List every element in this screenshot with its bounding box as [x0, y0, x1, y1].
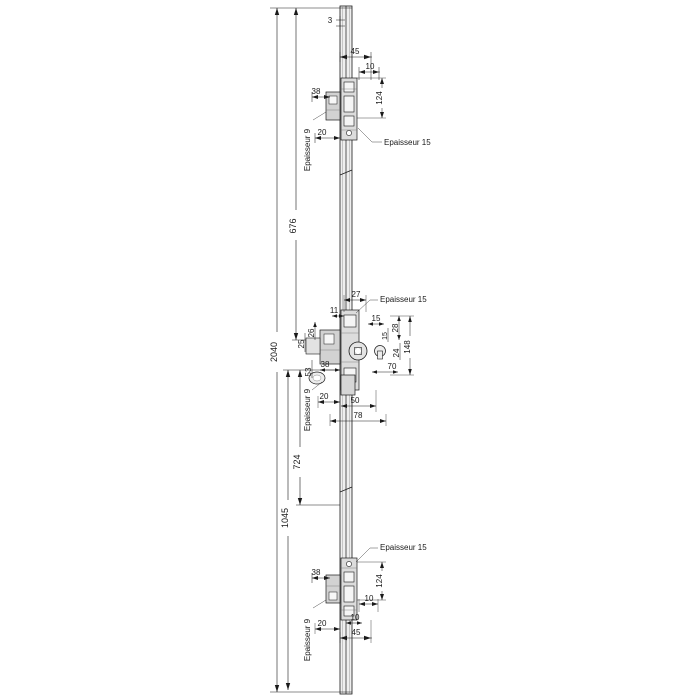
dim-label-724: 724: [292, 454, 302, 470]
center-left-bracket-hole: [324, 334, 334, 344]
dim-label-20-top: 20: [317, 128, 327, 137]
top-label-epaisseur-15: [358, 128, 431, 147]
dim-label-676: 676: [288, 218, 298, 234]
bottom-dim-20: [315, 619, 340, 634]
center-dim-26: [307, 322, 317, 340]
bottom-keeper-slot-2: [344, 586, 354, 602]
bottom-keeper-screw: [346, 561, 351, 566]
lock-slot-top: [344, 315, 356, 327]
center-assembly: [297, 290, 427, 431]
dim-label-38-top: 38: [311, 87, 321, 96]
bottom-label-epaisseur-9: [303, 600, 326, 661]
top-keeper-slot-3: [344, 116, 354, 126]
overall-dimension-724: [292, 370, 340, 505]
bottom-label-epaisseur-15: [356, 543, 427, 562]
dim-label-28: 28: [391, 323, 400, 333]
top-keeper-slot-1: [344, 82, 354, 92]
dim-label-45-bottom: 45: [351, 628, 361, 637]
dim-label-2040: 2040: [269, 341, 279, 363]
dim-label-38-center: 38: [320, 360, 330, 369]
label-epaisseur-15-top: Epaisseur 15: [384, 138, 431, 147]
label-epaisseur-15-center: Epaisseur 15: [380, 295, 427, 304]
keyway: [378, 351, 383, 359]
dim-label-27: 27: [351, 290, 361, 299]
center-left-tab: [306, 338, 320, 354]
top-left-bracket-hole: [329, 96, 337, 104]
top-dim-20: [315, 128, 340, 143]
center-dim-78: [330, 411, 386, 426]
dim-label-50: 50: [350, 396, 360, 405]
top-keeper-screw: [346, 130, 351, 135]
label-epaisseur-9-top: Epaisseur 9: [303, 128, 312, 172]
dim-label-20-center: 20: [319, 392, 329, 401]
dim-label-10b-bottom: 10: [350, 613, 360, 622]
label-epaisseur-15-bottom: Epaisseur 15: [380, 543, 427, 552]
overall-dimension-676: [288, 8, 340, 340]
center-dim-25: [297, 333, 306, 352]
center-dim-53: [304, 360, 313, 378]
dim-label-11: 11: [329, 306, 339, 315]
dim-label-53: 53: [304, 367, 313, 377]
dim-label-15-center: 15: [371, 314, 381, 323]
bottom-assembly: [303, 543, 427, 661]
label-epaisseur-9-center: Epaisseur 9: [303, 388, 312, 432]
dim-label-15b: 15: [382, 332, 389, 340]
center-label-epaisseur-15: [356, 295, 427, 313]
top-label-epaisseur-9: [303, 112, 326, 171]
dim-label-45-top: 45: [350, 47, 360, 56]
center-dim-15: [368, 314, 384, 326]
center-dim-24: [392, 343, 401, 360]
dim-label-148: 148: [403, 340, 412, 354]
dim-label-10-bottom: 10: [364, 594, 374, 603]
dim-label-38-bottom: 38: [311, 568, 321, 577]
dim-label-26: 26: [307, 328, 316, 338]
center-label-epaisseur-9: [303, 382, 322, 431]
top-assembly: [303, 16, 431, 171]
bottom-left-bracket-hole: [329, 592, 337, 600]
dim-label-124-top: 124: [375, 91, 384, 105]
dim-label-20-bottom: 20: [317, 619, 327, 628]
center-dim-70: [372, 362, 398, 374]
top-keeper-slot-2: [344, 96, 354, 112]
dim-label-25: 25: [297, 339, 306, 349]
bottom-dim-10: [359, 594, 378, 612]
dim-label-10-top: 10: [365, 62, 375, 71]
center-dim-28: [391, 316, 401, 340]
top-dim-124: [357, 78, 389, 118]
center-dim-20: [318, 392, 340, 408]
center-dim-15b: [382, 328, 389, 342]
dim-label-70: 70: [387, 362, 397, 371]
center-lower-keep: [341, 375, 355, 395]
bottom-keeper-slot-1: [344, 572, 354, 582]
top-dim-10: [359, 62, 380, 80]
label-epaisseur-9-bottom: Epaisseur 9: [303, 618, 312, 662]
dim-label-78: 78: [353, 411, 363, 420]
dim-label-24: 24: [392, 348, 401, 358]
dim-label-1045: 1045: [280, 507, 290, 529]
dim-label-124-bottom: 124: [375, 574, 384, 588]
dim-label-3: 3: [327, 16, 333, 25]
